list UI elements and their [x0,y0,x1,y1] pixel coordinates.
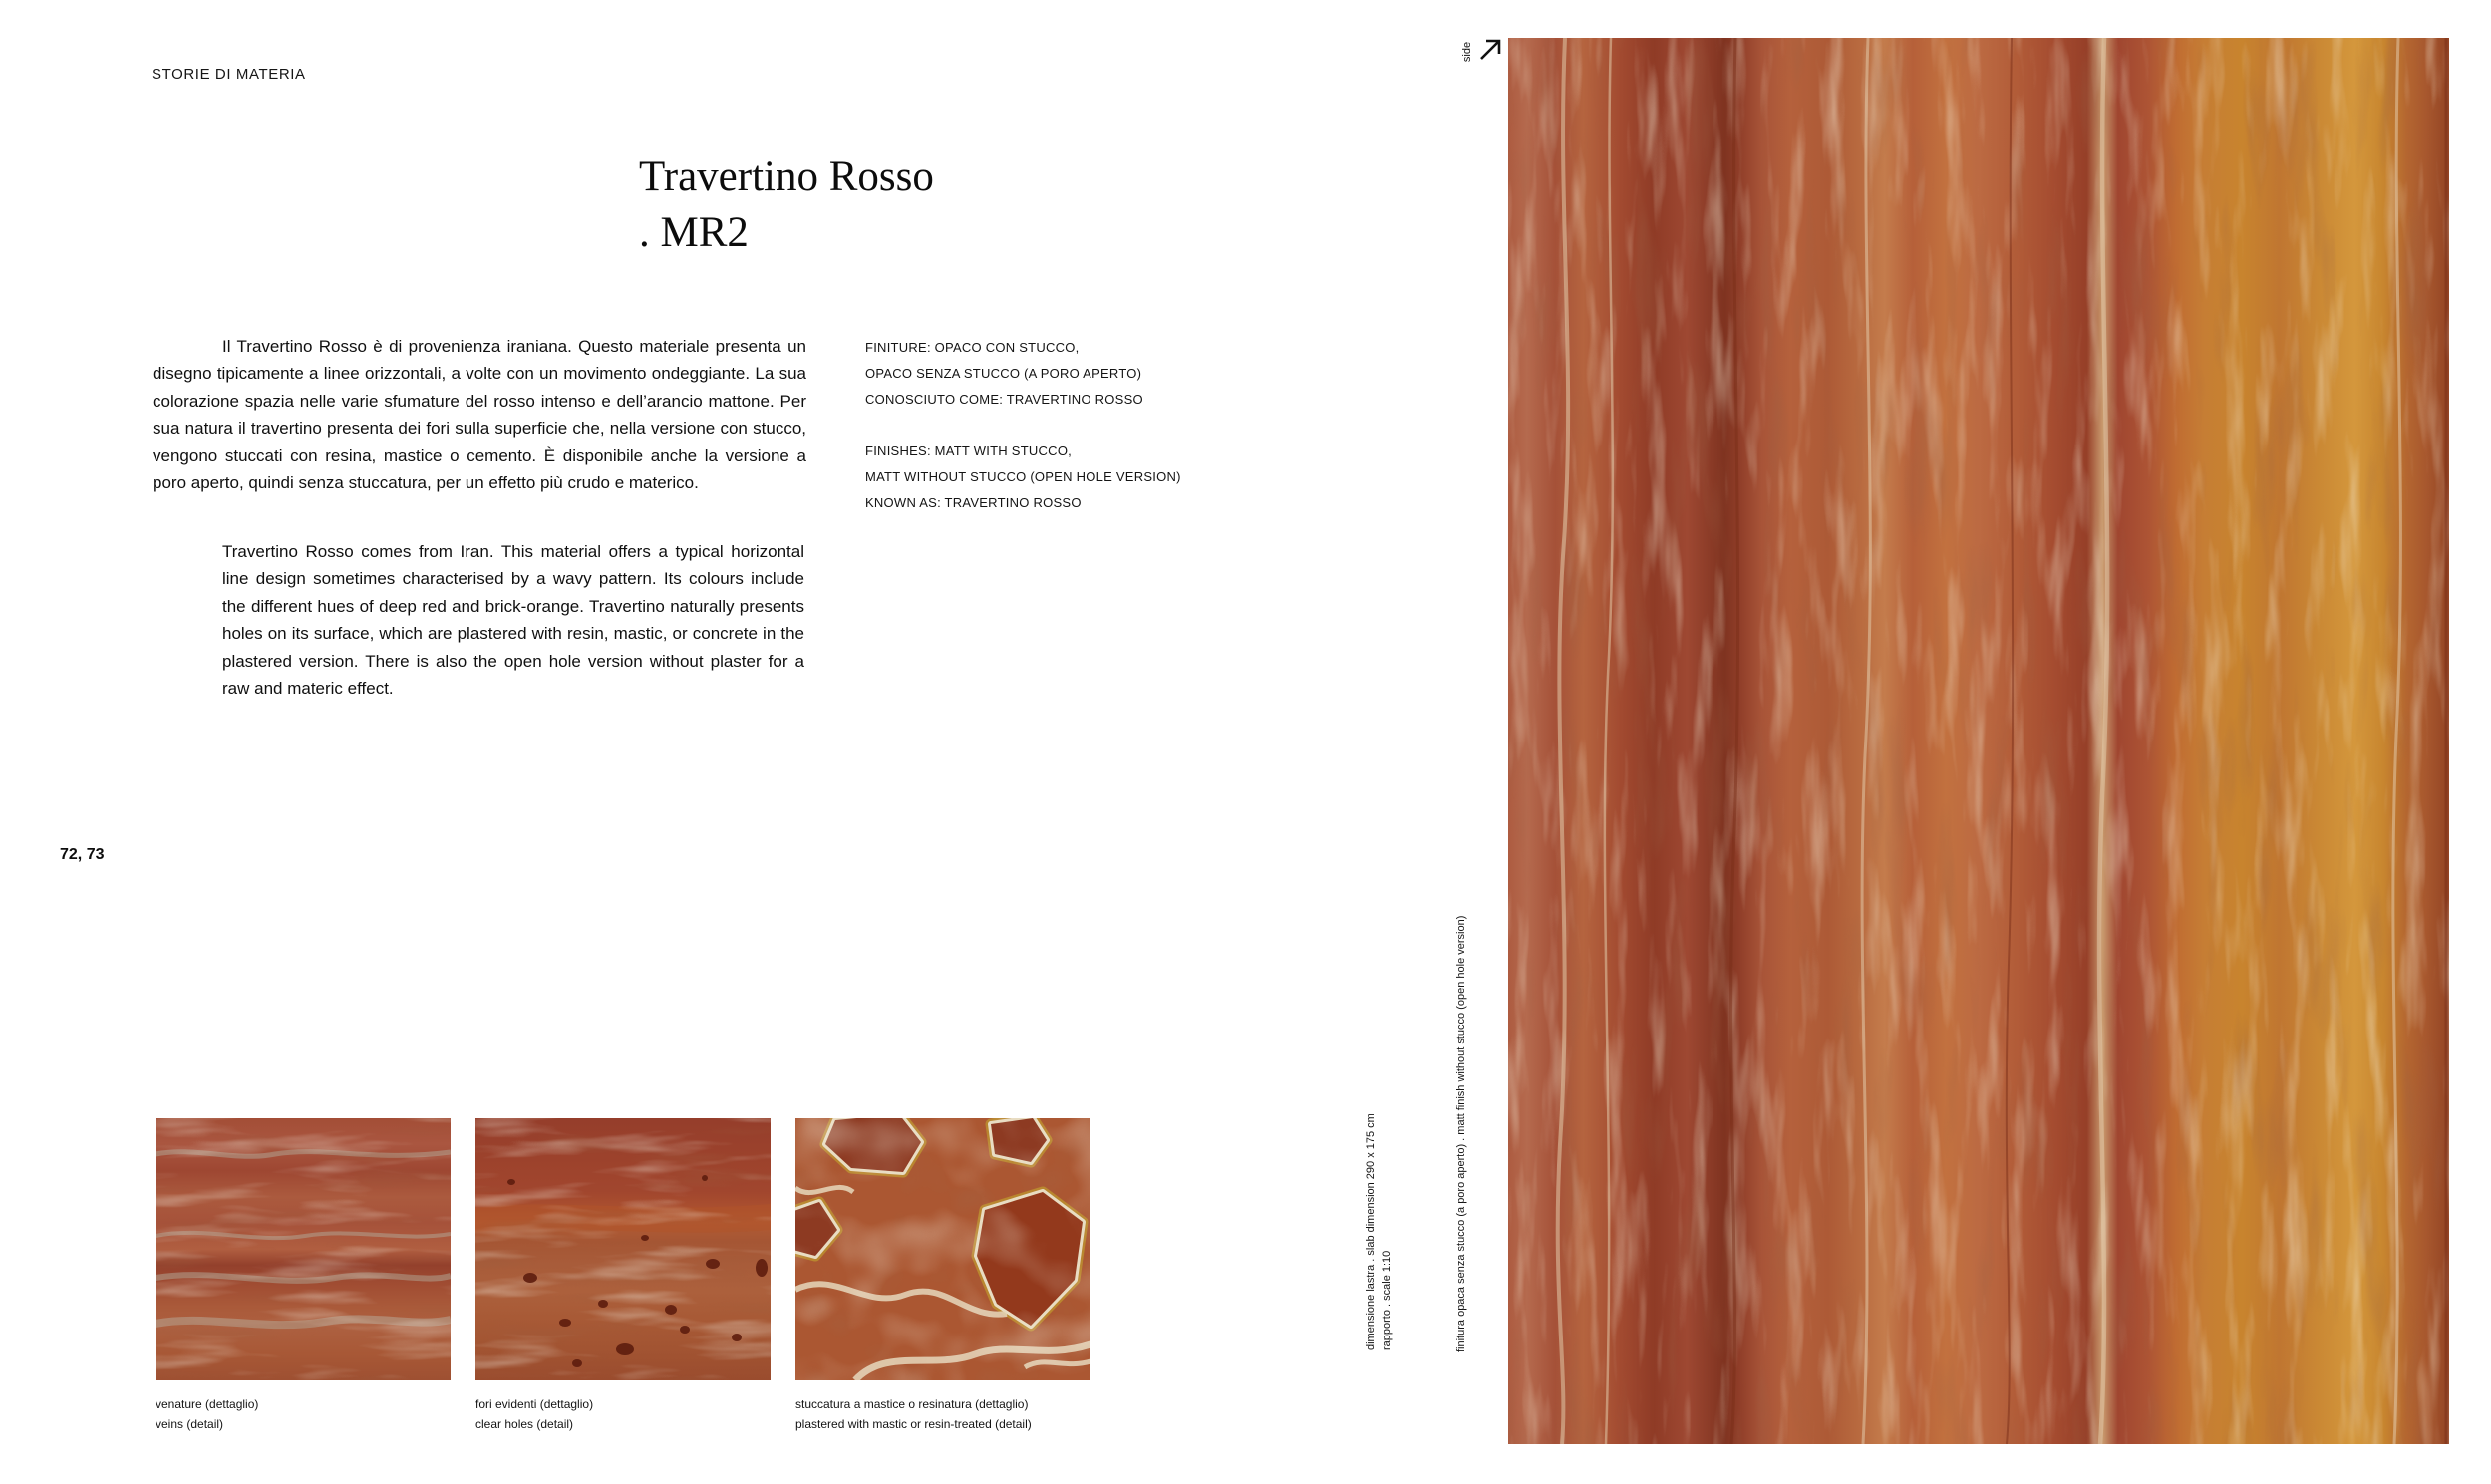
finish-line: MATT WITHOUT STUCCO (OPEN HOLE VERSION) [865,469,1181,484]
detail-caption [156,1394,258,1434]
slab-caption-dimension-block [1363,1101,1395,1350]
material-title [639,149,934,261]
finish-line: CONOSCIUTO COME: TRAVERTINO ROSSO [865,392,1143,407]
detail-image-clear-holes [475,1118,771,1380]
detail-caption-en: plastered with mastic or resin-treated (detail) [795,1417,1032,1431]
finish-line: FINITURE: OPACO CON STUCCO, [865,340,1080,355]
finish-line: OPACO SENZA STUCCO (A PORO APERTO) [865,366,1142,381]
detail-caption-it: stuccatura a mastice o resinatura (dettaglio) [795,1397,1029,1411]
detail-image-plastered [795,1118,1090,1380]
description-italian: Il Travertino Rosso è di provenienza iraniana. Questo materiale presenta un disegno tipicamente a linee orizzontali, a volte con un movimento ondeggiante. La sua colorazione spazia nelle varie sfumature del rosso intenso e dell’arancio mattone. Per sua natura il travertino presenta dei fori sulla superficie che, nella versione con stucco, vengono stuccati con resina, mastice o cemento. È disponibile anche la versione a poro aperto, quindi senza stuccatura, per un effetto più crudo e materico. [153,337,806,493]
detail-image-veins [156,1118,451,1380]
eyebrow-label: STORIE DI MATERIA [152,66,306,83]
detail-caption [795,1394,1032,1434]
detail-caption [475,1394,593,1434]
finish-info-english [865,439,1181,516]
detail-caption-en: clear holes (detail) [475,1417,574,1431]
description-english: Travertino Rosso comes from Iran. This material offers a typical horizontal line design sometimes characterised by a wavy pattern. Its colours include the different hues of deep red and brick-orange. Travertino naturally presents holes on its surface, which are plastered with resin, mastic, or concrete in the plastered version. There is also the open hole version without plaster for a raw and materic effect. [222,542,804,699]
slab-caption-dimension: dimensione lastra . slab dimension 290 x 175 cm [1365,1113,1377,1350]
finish-info [865,335,1181,516]
finish-line: KNOWN AS: TRAVERTINO ROSSO [865,495,1082,510]
detail-caption-en: veins (detail) [156,1417,224,1431]
finish-info-italian [865,335,1181,413]
slab-caption-scale: rapporto . scale 1:10 [1381,1250,1393,1350]
slab-caption-finish: finitura opaca senza stucco (a poro aperto) . matt finish without stucco (open hole version) [1455,915,1467,1352]
side-arrow-icon [1477,37,1503,63]
slab-figure [1508,38,2449,1444]
detail-caption-it: fori evidenti (dettaglio) [475,1397,594,1411]
page-numbers: 72, 73 [60,846,105,863]
material-title-line-2: . MR2 [639,209,749,256]
slab-image [1508,38,2449,1444]
detail-caption-it: venature (dettaglio) [156,1397,259,1411]
side-label: side [1461,41,1473,63]
material-title-line-1: Travertino Rosso [639,153,934,200]
finish-line: FINISHES: MATT WITH STUCCO, [865,444,1073,458]
